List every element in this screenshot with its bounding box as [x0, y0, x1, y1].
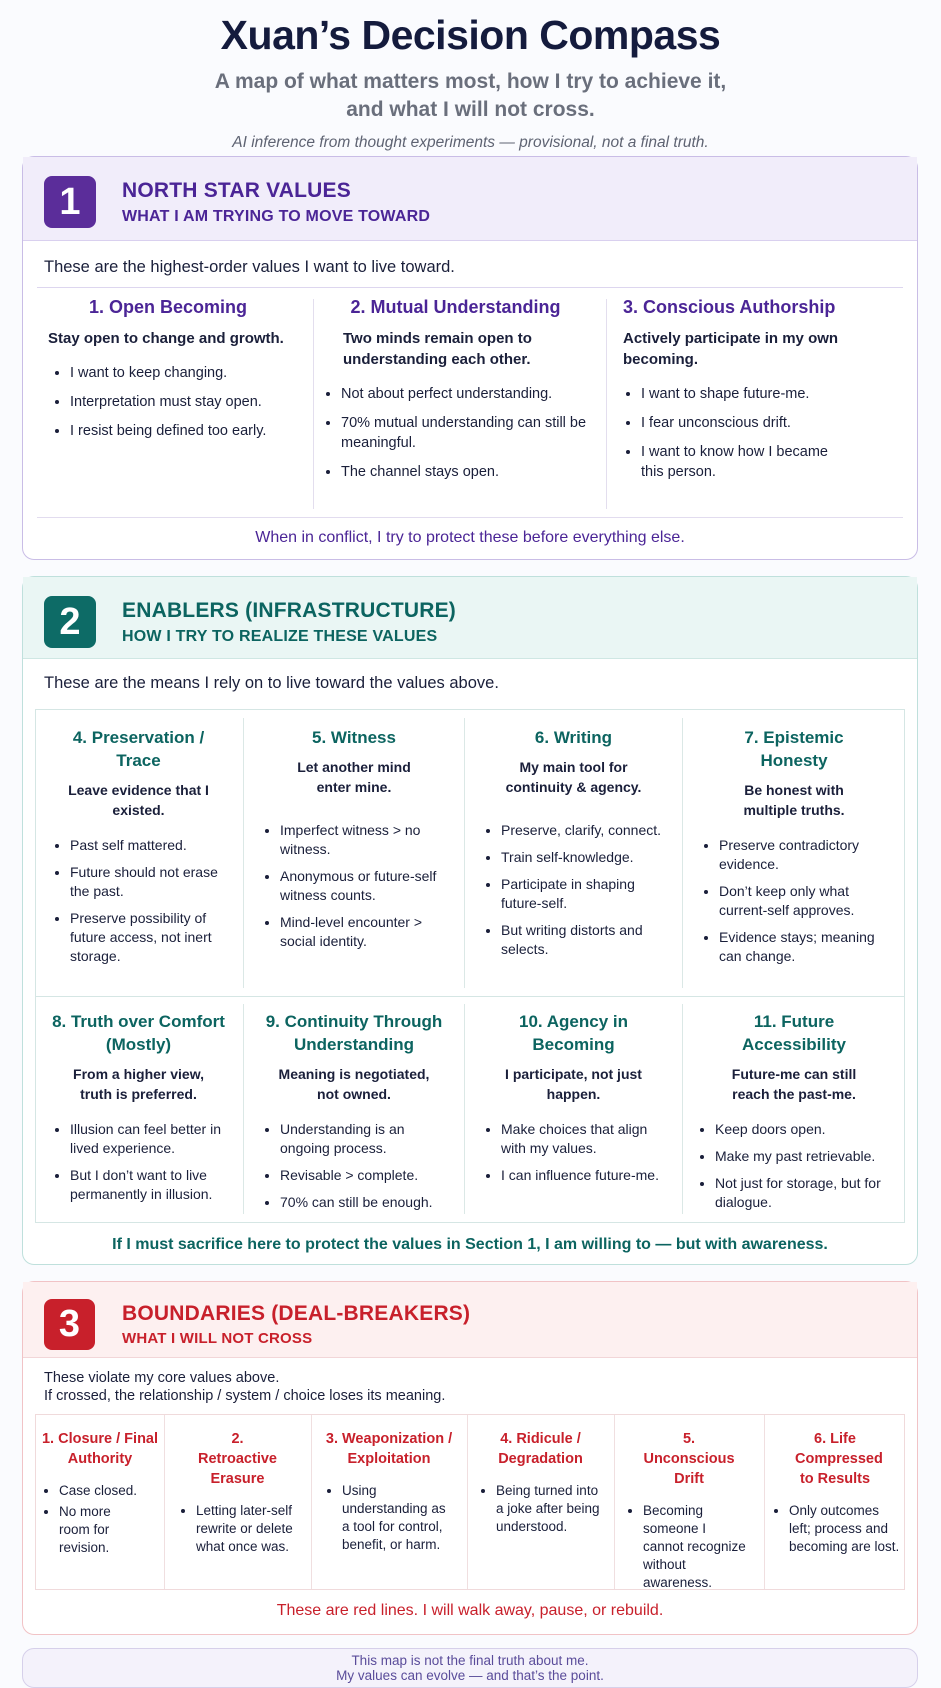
value-card — [623, 297, 843, 507]
column-divider — [313, 299, 314, 509]
section-header — [23, 1282, 917, 1358]
boundaries-grid — [35, 1414, 905, 1590]
boundary-title: 6. Life Compressed to Results — [795, 1431, 883, 1487]
section-title: ENABLERS (INFRASTRUCTURE) — [122, 599, 456, 622]
bullet-item: • Case closed. — [59, 1482, 159, 1500]
bullet-item: • But writing distorts and selects. — [501, 921, 672, 959]
closing-note — [22, 1648, 918, 1688]
provisional-note: AI inference from thought experiments — provisional, not a final truth. — [232, 134, 709, 151]
bullet-item: • Make my past retrievable. — [715, 1147, 895, 1166]
enabler-title: 9. Continuity Through Understanding — [265, 1012, 443, 1054]
boundary-card — [311, 1429, 467, 1557]
subtitle-line-1: A map of what matters most, how I try to achieve it, — [214, 70, 727, 93]
bullet-item: • Preserve, clarify, connect. — [501, 821, 672, 840]
bullet-item: • Preserve contradictory evidence. — [719, 836, 895, 874]
boundary-title: 4. Ridicule / Degradation — [498, 1431, 583, 1467]
section-number-badge: 1 — [44, 176, 96, 228]
divider — [37, 517, 903, 518]
enabler-card — [36, 726, 241, 974]
section-intro — [44, 1369, 445, 1405]
boundary-bullets — [619, 1502, 759, 1592]
enabler-bullets — [689, 1120, 899, 1212]
boundary-title: 5. Unconscious Drift — [643, 1431, 735, 1487]
enabler-description: Meaning is negotiated, not owned. — [278, 1066, 430, 1102]
section-subtitle: WHAT I AM TRYING TO MOVE TOWARD — [122, 208, 431, 225]
intro-line-1: These violate my core values above. — [44, 1370, 280, 1386]
enabler-description: My main tool for continuity & agency. — [505, 759, 642, 795]
section-footer: If I must sacrifice here to protect the values in Section 1, I am willing to — but with awareness. — [112, 1236, 828, 1253]
bullet-item: • Revisable > complete. — [280, 1166, 454, 1185]
enabler-bullets — [42, 1120, 235, 1204]
bullet-item: • I want to know how I became this person. — [641, 442, 843, 482]
value-description: Two minds remain open to understanding each other. — [343, 330, 532, 368]
enabler-title: 10. Agency in Becoming — [519, 1012, 628, 1054]
bullet-item: • Not just for storage, but for dialogue. — [715, 1174, 895, 1212]
bullet-item: • I want to shape future-me. — [641, 384, 843, 404]
boundaries-section — [22, 1281, 918, 1635]
section-header — [23, 157, 917, 241]
section-intro: These are the means I rely on to live toward the values above. — [44, 674, 499, 692]
section-subtitle: WHAT I WILL NOT CROSS — [122, 1330, 313, 1347]
boundary-bullets — [169, 1502, 306, 1556]
bullet-item: • Not about perfect understanding. — [341, 384, 588, 404]
boundary-card — [36, 1429, 164, 1560]
section-intro: These are the highest-order values I want to live toward. — [44, 258, 455, 276]
section-number-badge: 2 — [44, 596, 96, 648]
enabler-title: 11. Future Accessibility — [742, 1012, 846, 1054]
enabler-card — [465, 726, 682, 967]
enabler-bullets — [42, 836, 235, 966]
boundary-bullets — [769, 1502, 901, 1556]
value-description: Actively participate in my own becoming. — [623, 330, 839, 368]
bullet-item: • Imperfect witness > no witness. — [280, 821, 454, 859]
page-header — [0, 0, 941, 152]
bullet-item: • I fear unconscious drift. — [641, 413, 843, 433]
divider — [37, 287, 903, 288]
section-footer: These are red lines. I will walk away, pause, or rebuild. — [276, 1602, 664, 1619]
value-title: 3. Conscious Authorship — [623, 297, 836, 317]
bullet-item: • Train self-knowledge. — [501, 848, 672, 867]
boundary-card — [164, 1429, 311, 1559]
section-header — [23, 577, 917, 659]
bullet-item: • Evidence stays; meaning can change. — [719, 928, 895, 966]
bullet-item: • The channel stays open. — [341, 462, 588, 482]
enabler-card — [244, 1010, 464, 1220]
enabler-description: I participate, not just happen. — [505, 1066, 642, 1102]
column-divider — [606, 299, 607, 509]
bullet-item: • Becoming someone I cannot recognize without awareness. — [643, 1502, 747, 1592]
bullet-item: • Letting later-self rewrite or delete what once was. — [196, 1502, 306, 1556]
section-title: NORTH STAR VALUES — [122, 179, 351, 202]
enabler-bullets — [250, 1120, 458, 1212]
value-bullets — [623, 384, 843, 482]
enabler-bullets — [689, 836, 899, 966]
bullet-item: • Mind-level encounter > social identity. — [280, 913, 454, 951]
enabler-title: 8. Truth over Comfort (Mostly) — [52, 1012, 225, 1054]
boundary-bullets — [316, 1482, 462, 1554]
row-divider — [36, 996, 904, 997]
enabler-description: From a higher view, truth is preferred. — [73, 1066, 204, 1102]
enabler-title: 6. Writing — [534, 728, 613, 747]
page-subtitle — [0, 68, 941, 124]
enabler-card — [36, 1010, 241, 1212]
boundary-card — [764, 1429, 906, 1559]
bullet-item: • Anonymous or future-self witness counts. — [280, 867, 454, 905]
section-title: BOUNDARIES (DEAL-BREAKERS) — [122, 1302, 471, 1325]
enablers-grid — [35, 709, 905, 1223]
enabler-description: Future-me can still reach the past-me. — [731, 1066, 857, 1102]
bullet-item: • Past self mattered. — [70, 836, 231, 855]
bullet-item: • 70% can still be enough. — [280, 1193, 454, 1212]
closing-line-1: This map is not the final truth about me. — [351, 1653, 589, 1668]
bullet-item: • Preserve possibility of future access, not inert storage. — [70, 909, 231, 966]
bullet-item: • But I don’t want to live permanently in illusion. — [70, 1166, 231, 1204]
bullet-item: • Using understanding as a tool for control, benefit, or harm. — [342, 1482, 448, 1554]
section-footer: When in conflict, I try to protect these before everything else. — [255, 529, 685, 546]
subtitle-line-2: and what I will not cross. — [346, 98, 595, 121]
bullet-item: • Participate in shaping future-self. — [501, 875, 672, 913]
bullet-item: • Interpretation must stay open. — [70, 392, 293, 412]
bullet-item: • 70% mutual understanding can still be meaningful. — [341, 413, 588, 453]
enabler-title: 4. Preservation / Trace — [72, 728, 205, 770]
boundary-card — [614, 1429, 764, 1595]
value-bullets — [323, 384, 588, 482]
boundary-bullets — [472, 1482, 609, 1536]
north-star-values-section — [22, 156, 918, 560]
bullet-item: • Being turned into a joke after being understood. — [496, 1482, 609, 1536]
enabler-bullets — [250, 821, 458, 951]
enabler-card — [244, 726, 464, 959]
closing-line-2: My values can evolve — and that’s the point. — [336, 1668, 604, 1683]
enablers-section — [22, 576, 918, 1265]
boundary-bullets — [41, 1482, 159, 1557]
enabler-card — [683, 1010, 905, 1220]
bullet-item: • I can influence future-me. — [501, 1166, 672, 1185]
enabler-title: 5. Witness — [312, 728, 396, 747]
enabler-bullets — [471, 1120, 676, 1185]
boundary-card — [467, 1429, 614, 1539]
enabler-description: Be honest with multiple truths. — [743, 782, 845, 818]
enabler-card — [465, 1010, 682, 1193]
boundary-title: 3. Weaponization / Exploitation — [325, 1431, 453, 1467]
bullet-item: • Illusion can feel better in lived experience. — [70, 1120, 231, 1158]
enabler-description: Leave evidence that I existed. — [68, 782, 209, 818]
value-bullets — [43, 363, 293, 441]
value-title: 1. Open Becoming — [88, 297, 248, 317]
value-title: 2. Mutual Understanding — [350, 297, 561, 317]
bullet-item: • Don’t keep only what current-self approves. — [719, 882, 895, 920]
bullet-item: • I resist being defined too early. — [70, 421, 293, 441]
bullet-item: • Make choices that align with my values. — [501, 1120, 672, 1158]
enabler-bullets — [471, 821, 676, 959]
boundary-title: 2. Retroactive Erasure — [198, 1431, 277, 1487]
bullet-item: • I want to keep changing. — [70, 363, 293, 383]
page-title: Xuan’s Decision Compass — [220, 12, 721, 58]
section-subtitle: HOW I TRY TO REALIZE THESE VALUES — [122, 628, 438, 645]
bullet-item: • Keep doors open. — [715, 1120, 895, 1139]
bullet-item: • No more room for revision. — [59, 1503, 159, 1557]
intro-line-2: If crossed, the relationship / system / choice loses its meaning. — [44, 1388, 446, 1404]
value-card — [323, 297, 588, 507]
value-description: Stay open to change and growth. — [48, 330, 284, 347]
bullet-item: • Future should not erase the past. — [70, 863, 231, 901]
value-card — [43, 297, 293, 507]
enabler-title: 7. Epistemic Honesty — [744, 728, 844, 770]
section-number-badge: 3 — [44, 1299, 95, 1350]
bullet-item: • Only outcomes left; process and becoming are lost. — [789, 1502, 901, 1556]
enabler-card — [683, 726, 905, 974]
enabler-description: Let another mind enter mine. — [297, 759, 411, 795]
bullet-item: • Understanding is an ongoing process. — [280, 1120, 454, 1158]
boundary-title: 1. Closure / Final Authority — [41, 1431, 159, 1467]
